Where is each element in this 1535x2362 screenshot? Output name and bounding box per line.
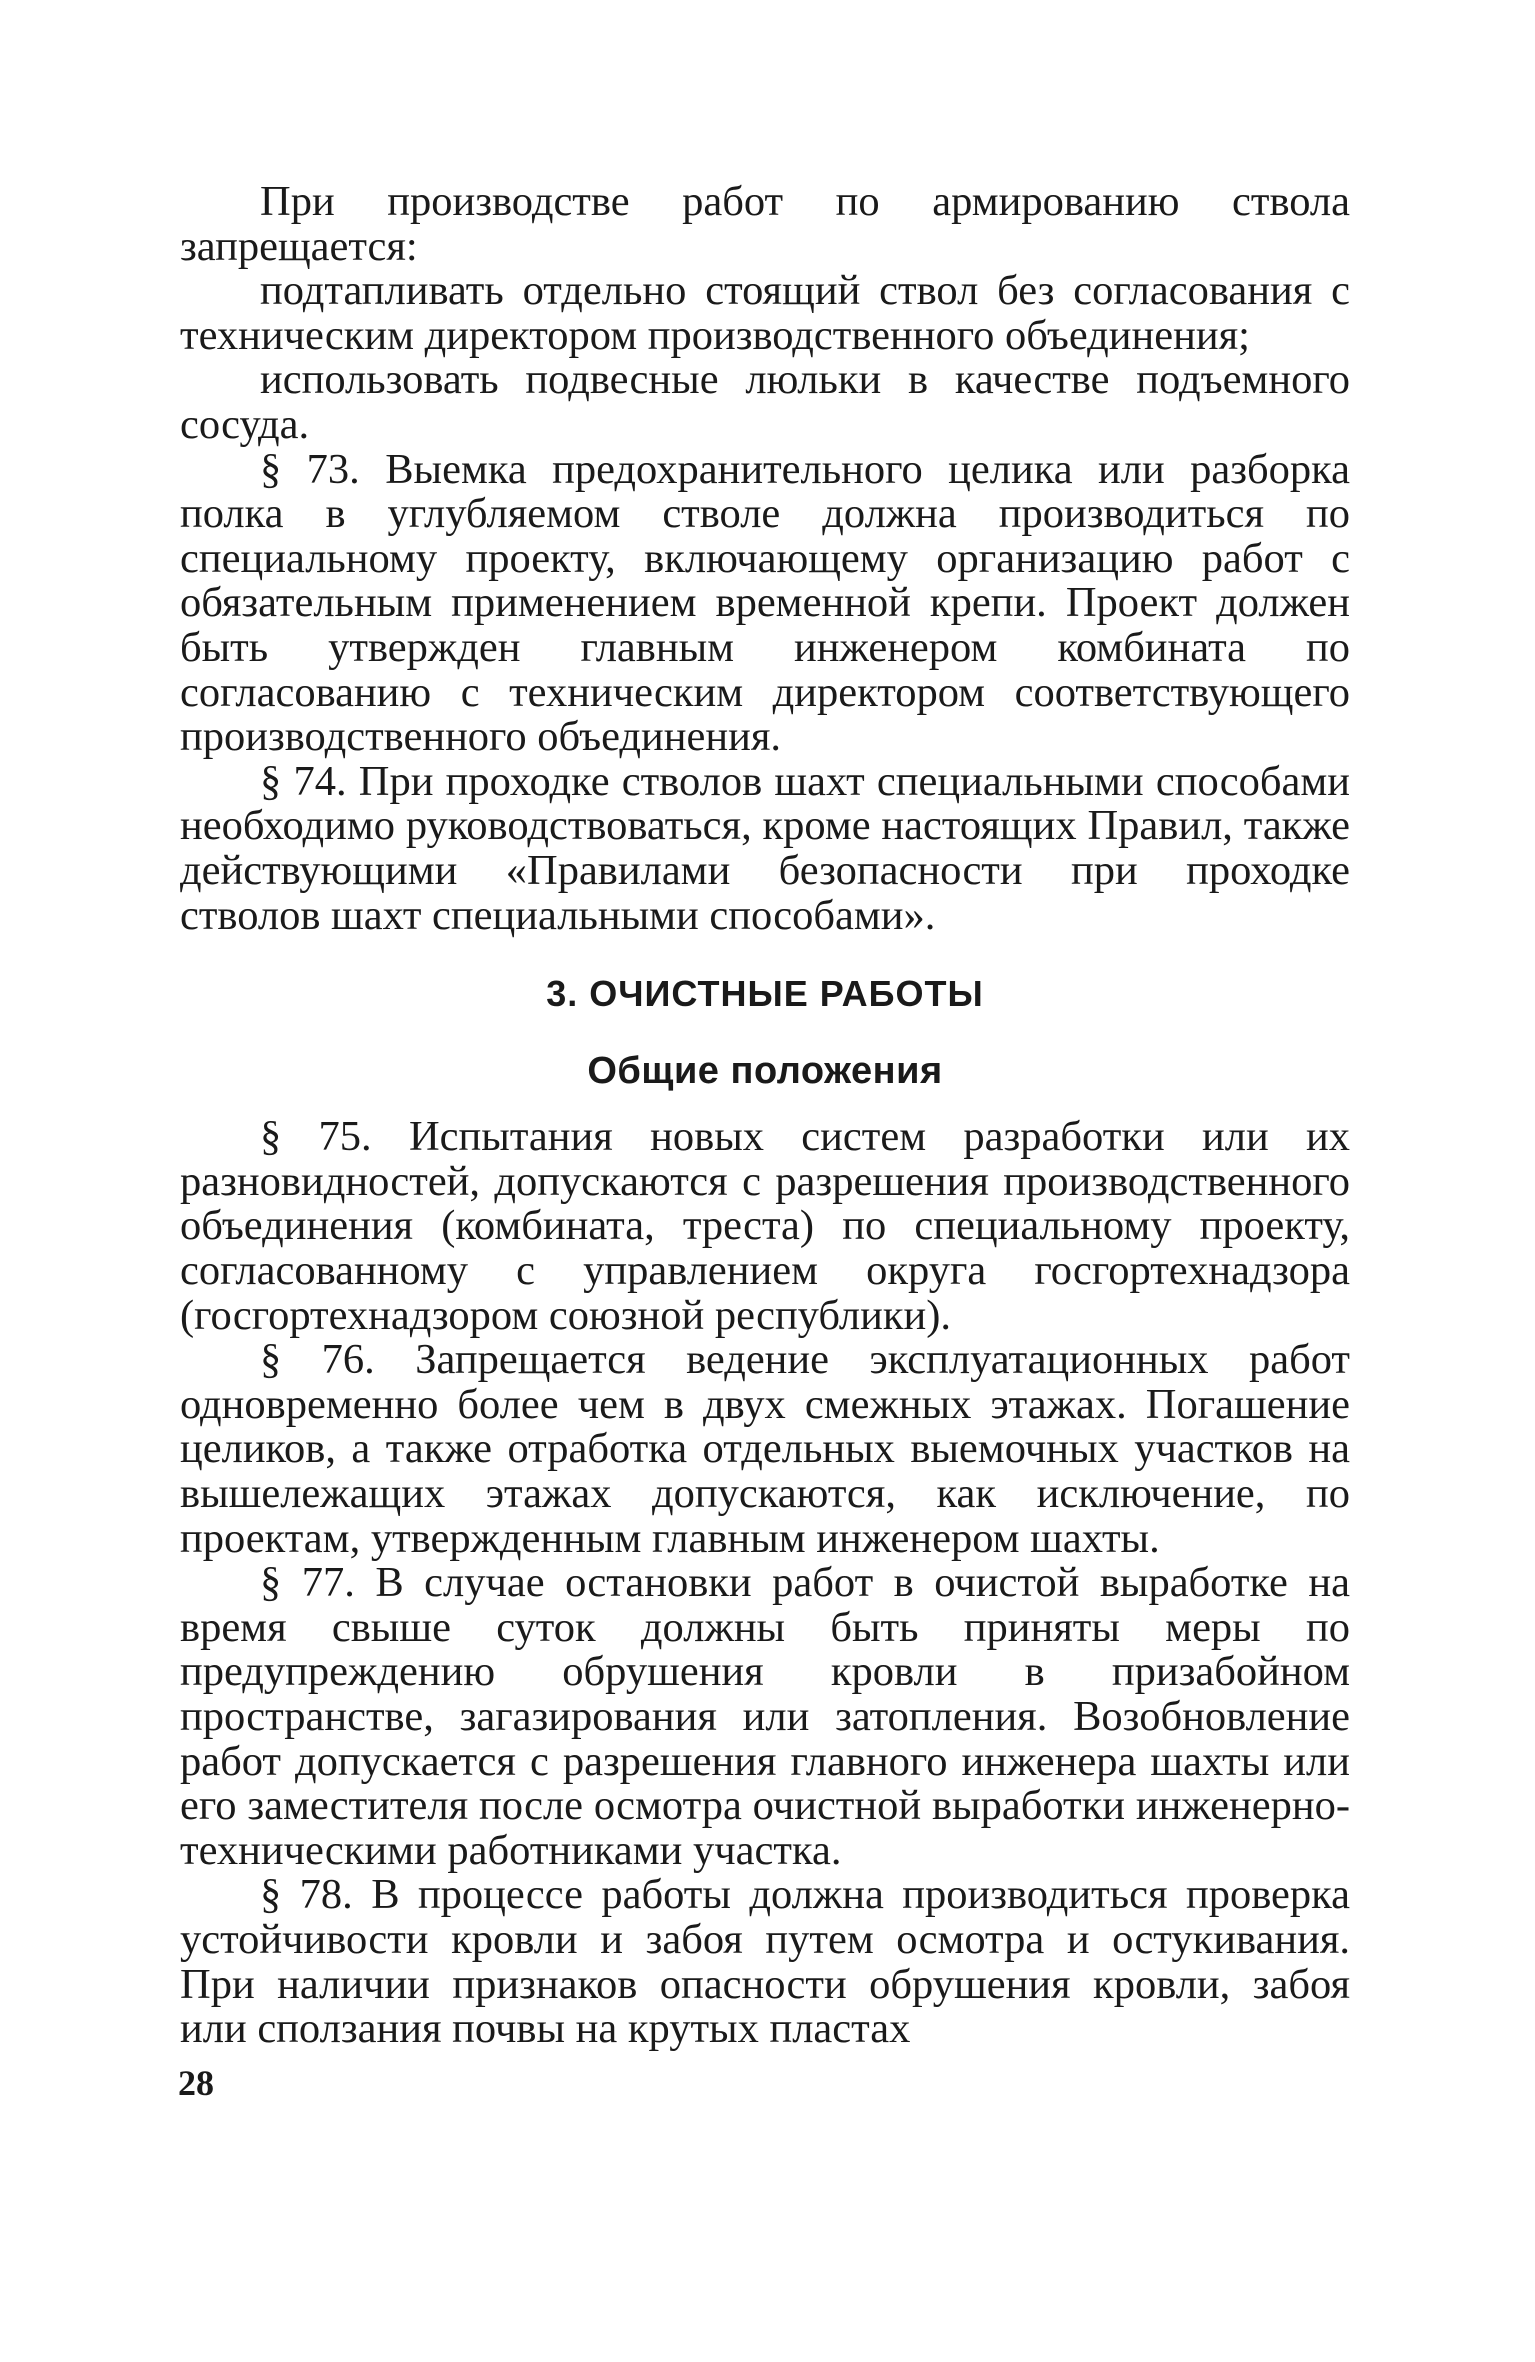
paragraph-76: § 76. Запрещается ведение эксплуатационных работ одновременно более чем в двух смежных этажах. Погашение целиков, а также отработка отдельных выемочных участков на вышележащих этажах допускаются, как исключение, по проектам, утвержденным главным инженером шахты. [180,1336,1350,1562]
paragraph-77: § 77. В случае остановки работ в очистой выработке на время свыше суток должны быть приняты меры по предупреждению обрушения кровли в призабойном пространстве, загазирования или затопления. Возобновление работ допускается с разрешения главного инженера шахты или его заместителя после осмотра очистной выработки инженерно-техническими работниками участка. [180,1559,1350,1874]
subsection-title: Общие положения [587,1049,943,1092]
paragraph-prohibition-1: подтапливать отдельно стоящий ствол без согласования с техническим директором производственного объединения; [180,267,1350,359]
paragraph-prohibition-2: использовать подвесные люльки в качестве подъемного сосуда. [180,356,1350,448]
paragraph-74: § 74. При проходке стволов шахт специальными способами необходимо руководствоваться, кроме настоящих Правил, также действующими «Правилами безопасности при проходке стволов шахт специальными способами». [180,757,1350,939]
paragraph-78: § 78. В процессе работы должна производиться проверка устойчивости кровли и забоя путем осмотра и остукивания. При наличии признаков опасности обрушения кровли, забоя или сползания почвы на крутых пластах [180,1871,1350,2053]
page-body [180,180,1350,2052]
paragraph-intro: При производстве работ по армированию ствола запрещается: [180,178,1350,270]
paragraph-73: § 73. Выемка предохранительного целика или разборка полка в углубляемом стволе должна производиться по специальному проекту, включающему организацию работ с обязательным применением временной крепи. Проект должен быть утвержден главным инженером комбината по согласованию с техническим директором соответствующего производственного объединения. [180,445,1350,761]
paragraph-75: § 75. Испытания новых систем разработки или их разновидностей, допускаются с разрешения производственного объединения (комбината, треста) по специальному проекту, согласованному с управлением округа госгортехнадзора (госгортехнадзором союзной республики). [180,1113,1350,1339]
page-number: 28 [178,2063,214,2103]
section-title: 3. ОЧИСТНЫЕ РАБОТЫ [546,973,984,1015]
